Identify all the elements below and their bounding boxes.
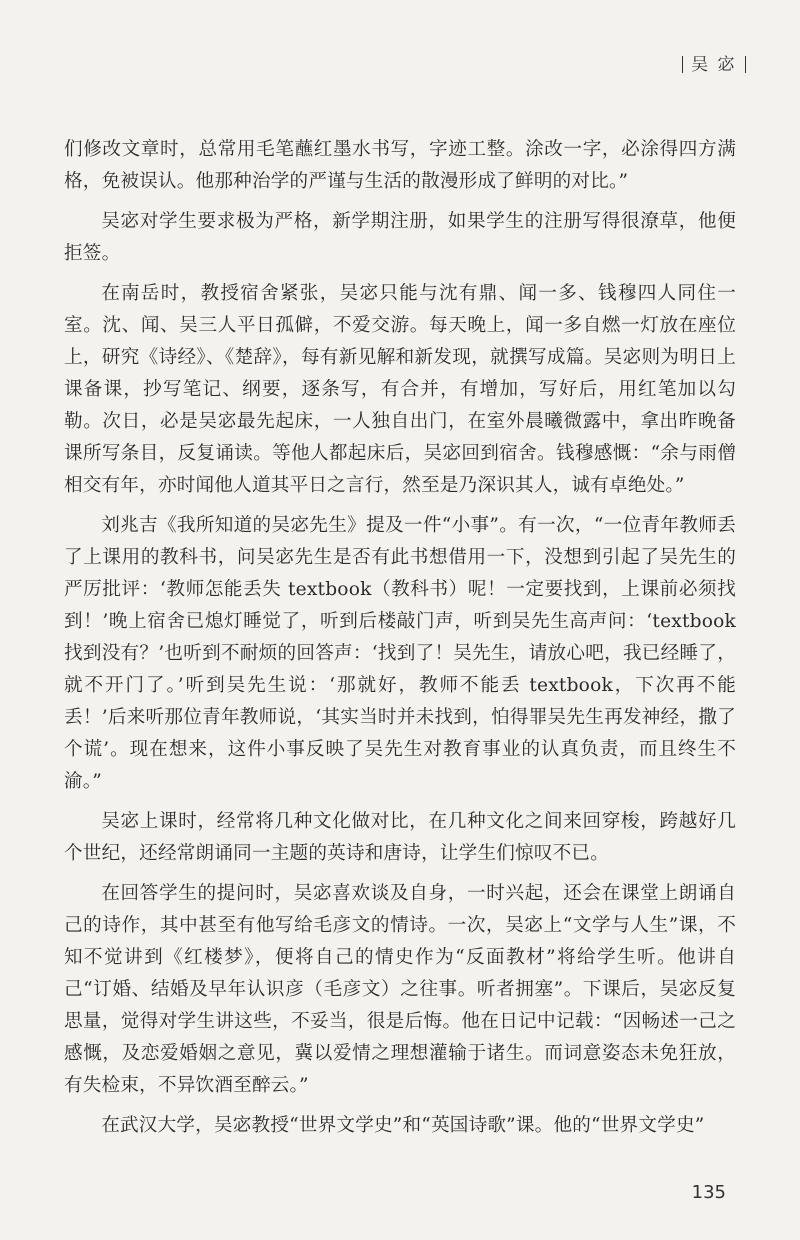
paragraph: 在武汉大学，吴宓教授“世界文学史”和“英国诗歌”课。他的“世界文学史” <box>101 1115 705 1136</box>
body-text <box>64 134 736 1150</box>
paragraph: 在回答学生的提问时，吴宓喜欢谈及自身，一时兴起，还会在课堂上朗诵自己的诗作，其中甚至有他写给毛彦文的情诗。一次，吴宓上“文学与人生”课，不知不觉讲到《红楼梦》，便将自己的情史作为“反面教材”将给学生听。他讲自己“订婚、结婚及早年认识彦（毛彦文）之往事。听者拥塞”。下课后，吴宓反复思量，觉得对学生讲这些，不妥当，很是后悔。他在日记中记载：“因畅述一己之感慨，及恋爱婚姻之意见，冀以爱情之理想灌输于诸生。而词意姿态未免狂放，有失检束，不异饮酒至醉云。” <box>64 883 736 1096</box>
paragraph: 刘兆吉《我所知道的吴宓先生》提及一件“小事”。有一次，“一位青年教师丢了上课用的教科书，问吴宓先生是否有此书想借用一下，没想到引起了吴先生的严厉批评：‘教师怎能丢失 textbook（教科书）呢！一定要找到，上课前必须找到！’晚上宿舍已熄灯睡觉了，听到后楼敲门声，听到吴先生高声问：‘textbook 找到没有？’也听到不耐烦的回答声：‘找到了！吴先生，请放心吧，我已经睡了，就不开门了。’听到吴先生说：‘那就好，教师不能丢 textbook，下次再不能丢！’后来听那位青年教师说，‘其实当时并未找到，怕得罪吴先生再发神经，撒了个谎’。现在想来，这件小事反映了吴先生对教育事业的认真负责，而且终生不渝。” <box>64 515 736 792</box>
paragraph: 吴宓上课时，经常将几种文化做对比，在几种文化之间来回穿梭，跨越好几个世纪，还经常朗诵同一主题的英诗和唐诗，让学生们惊叹不已。 <box>64 811 736 864</box>
paragraph: 吴宓对学生要求极为严格，新学期注册，如果学生的注册写得很潦草，他便拒签。 <box>64 211 736 264</box>
running-head-title: 吴 宓 <box>691 55 737 75</box>
paragraph: 们修改文章时，总常用毛笔蘸红墨水书写，字迹工整。涂改一字，必涂得四方满格，免被误认。他那种治学的严谨与生活的散漫形成了鲜明的对比。” <box>64 139 736 192</box>
page-number: 135 <box>691 1182 726 1203</box>
running-head <box>674 50 754 75</box>
running-head-right-rule <box>745 56 747 73</box>
paragraph: 在南岳时，教授宿舍紧张，吴宓只能与沈有鼎、闻一多、钱穆四人同住一室。沈、闻、吴三人平日孤僻，不爱交游。每天晚上，闻一多自燃一灯放在座位上，研究《诗经》、《楚辞》，每有新见解和新发现，就撰写成篇。吴宓则为明日上课备课，抄写笔记、纲要，逐条写，有合并，有增加，写好后，用红笔加以勾勒。次日，必是吴宓最先起床，一人独自出门，在室外晨曦微露中，拿出昨晚备课所写条目，反复诵读。等他人都起床后，吴宓回到宿舍。钱穆感慨：“余与雨僧相交有年，亦时闻他人道其平日之言行，然至是乃深识其人，诚有卓绝处。” <box>64 283 736 496</box>
running-head-left-rule <box>682 56 684 73</box>
